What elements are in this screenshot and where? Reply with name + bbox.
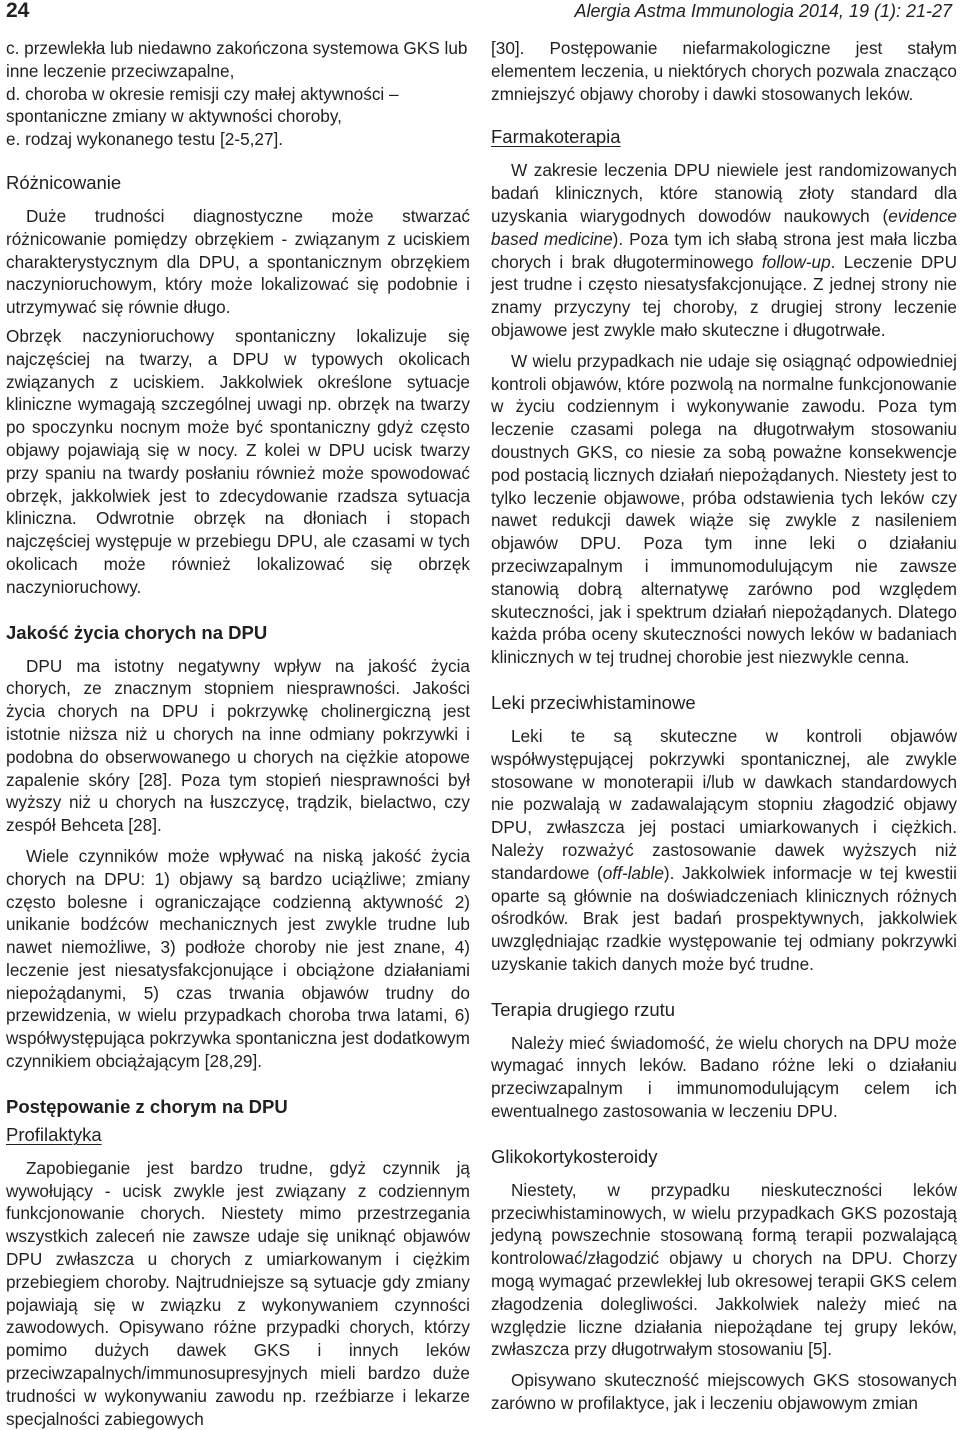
list-item: c. przewlekła lub niedawno zakończona systemowa GKS lub inne leczenie przeciwzapalne, bbox=[6, 38, 468, 81]
subsection-heading-profilaktyka: Profilaktyka bbox=[6, 1123, 102, 1145]
paragraph: [30]. Postępowanie niefarmakologiczne jest stałym elementem leczenia, u niektórych chorych pozwala znacząco zmniejszyć objawy choroby i dawki stosowanych leków. bbox=[491, 38, 957, 104]
journal-citation: Alergia Astma Immunologia 2014, 19 (1): 21-27 bbox=[574, 1, 952, 21]
list-item: d. choroba w okresie remisji czy małej aktywności – spontaniczne zmiany w aktywności choroby, bbox=[6, 83, 399, 127]
paragraph: Zapobieganie jest bardzo trudne, gdyż czynnik ją wywołujący - ucisk zwykle jest związany z codziennym funkcjonowanie chorych. Niestety mimo przestrzegania wszystkich zaleceń nie zawsze udaje się uniknąć objawów DPU zwłaszcza u chorych z umiarkowanym i ciężkim przebiegiem choroby. Najtrudniejsze są sytuacje gdy zmiany pojawiają się w związku z wykonywaniem czynności zawodowych. Opisywano różne przypadki chorych, którzy pomimo dużych dawek GKS i innych leków przeciwzapalnych/immunosupresyjnych mieli bardzo duże trudności w wykonywaniu zawodu np. rzeźbiarze i lekarze specjalności zabiegowych bbox=[6, 1157, 470, 1429]
section-heading-farmakoterapia: Farmakoterapia bbox=[491, 126, 621, 148]
paragraph: DPU ma istotny negatywny wpływ na jakość życia chorych, ze znacznym stopniem niesprawności. Jakości życia chorych na DPU i pokrzywkę cholinergiczną jest istotnie niższa niż u chorych na inne odmiany pokrzywki i podobna do obserwowanego u chorych na ciężkie atopowe zapalenie skóry [28]. Poza tym stopień niesprawności był wyższy niż u chorych na łuszczycę, trądzik, bielactwo, czy zespół Behceta [28]. bbox=[6, 655, 470, 836]
page-header bbox=[6, 0, 952, 30]
section-heading-roznicowanie: Różnicowanie bbox=[6, 171, 122, 193]
section-heading-jakosc: Jakość życia chorych na DPU bbox=[6, 621, 268, 643]
paragraph: Leki te są skuteczne w kontroli objawów współwystępującej pokrzywki spontanicznej, ale zwykle stosowane w monoterapii i/lub w dawkach standardowych nie pozwalają w zadawalającym stopniu złagodzić objawy DPU, zwłaszcza jej postaci umiarkowanych i ciężkich. Należy rozważyć zastosowanie dawek wyższych niż standardowe (off-lable). Jakkolwiek informacje w tej kwestii oparte są głównie na doświadczeniach klinicznych różnych ośrodków. Brak jest badań prospektywnych, jakkolwiek uwzględniając rzadkie występowanie tej odmiany pokrzywki uzyskanie takich danych może być trudne. bbox=[491, 725, 957, 974]
section-heading-terapia: Terapia drugiego rzutu bbox=[491, 998, 676, 1020]
right-column bbox=[491, 37, 957, 1415]
page-number: 24 bbox=[6, 0, 30, 22]
paragraph: Niestety, w przypadku nieskuteczności leków przeciwhistaminowych, w wielu przypadkach GKS pozostają jedyną powszechnie stosowaną formą terapii pozwalającą kontrolować/złagodzić objawy u chorych na DPU. Chorzy mogą wymagać przewlekłej lub okresowej terapii GKS celem złagodzenia dolegliwości. Jakkolwiek należy mieć na względzie liczne działania niepożądane tej grupy leków, zwłaszcza przy długotrwałym stosowaniu [5]. bbox=[491, 1179, 957, 1360]
paragraph: Obrzęk naczynioruchowy spontaniczny lokalizuje się najczęściej na twarzy, a DPU w typowych okolicach związanych z uciskiem. Jakkolwiek określone sytuacje kliniczne wymagają szczególnej uwagi np. obrzęk na twarzy po spoczynku nocnym może być spontaniczny gdyż często objawy pojawiają się w nocy. Z kolei w DPU ucisk twarzy przy spaniu na twardy posłaniu również może spowodować obrzęk, jakkolwiek jest to zdecydowanie rzadsza sytuacja kliniczna. Odwrotnie obrzęk na dłoniach i stopach najczęściej występuje w przebiegu DPU, ale czasami w tych okolicach może również lokalizować się obrzęk naczynioruchowy. bbox=[6, 325, 470, 597]
left-column bbox=[6, 37, 470, 1430]
section-heading-postepowanie: Postępowanie z chorym na DPU bbox=[6, 1095, 288, 1117]
section-heading-glikokortykosteroidy: Glikokortykosteroidy bbox=[491, 1145, 658, 1167]
paragraph: Opisywano skuteczność miejscowych GKS stosowanych zarówno w profilaktyce, jak i leczeniu objawowym zmian bbox=[491, 1370, 957, 1414]
list-item: e. rodzaj wykonanego testu [2-5,27]. bbox=[6, 129, 284, 150]
paragraph: Wiele czynników może wpływać na niską jakość życia chorych na DPU: 1) objawy są bardzo uciążliwe; zmiany często bolesne i ograniczające codzienną aktywność 2) unikanie bodźców mechanicznych jest zwykle trudne lub nawet niemożliwe, 3) podłoże choroby nie jest znane, 4) leczenie jest niesatysfakcjonujące i obciążone działaniami niepożądanymi, 5) czas trwania objawów trudny do przewidzenia, w wielu przypadkach choroba trwa latami, 6) współwystępująca pokrzywka spontaniczna jest dodatkowym czynnikiem obciążającym [28,29]. bbox=[6, 845, 470, 1072]
paragraph: Duże trudności diagnostyczne może stwarzać różnicowanie pomiędzy obrzękiem - związanym z uciskiem charakterystycznym dla DPU, a spontanicznym obrzękiem naczynioruchowym, który może lokalizować się podobnie i utrzymywać się równie długo. bbox=[6, 205, 470, 318]
paragraph: Należy mieć świadomość, że wielu chorych na DPU może wymagać innych leków. Badano różne leki o działaniu przeciwzapalnym i immunomodulującym celem ich ewentualnego zastosowania w leczeniu DPU. bbox=[491, 1032, 957, 1122]
criteria-list bbox=[6, 37, 470, 151]
paragraph: W zakresie leczenia DPU niewiele jest randomizowanych badań klinicznych, które stanowią złoty standard dla uzyskania wiarygodnych dowodów naukowych (evidence based medicine). Poza tym ich słabą strona jest mała liczba chorych i brak długoterminowego follow-up. Leczenie DPU jest trudne i często niesatysfakcjonujące. Z jednej strony nie znamy przyczyny tej choroby, z drugiej strony leczenie objawowe jest zwykle mało skuteczne i długotrwałe. bbox=[491, 160, 957, 340]
paragraph: W wielu przypadkach nie udaje się osiągnąć odpowiedniej kontroli objawów, które pozwolą na normalne funkcjonowanie w życiu codziennym i wykonywanie zawodu. Poza tym leczenie czasami polega na długotrwałym stosowaniu doustnych GKS, co niesie za sobą poważne konsekwencje pod postacią licznych działań niepożądanych. Niestety jest to tylko leczenie objawowe, próba odstawienia tych leków czy nawet redukcji dawek wiąże się zwykle z nasileniem objawów DPU. Poza tym inne leki o działaniu przeciwzapalnym i immunomodulującym nie zawsze stanowią dobrą alternatywę zarówno pod względem skuteczności, jak i spektrum działań niepożądanych. Dlatego każda próba oceny skuteczności nowych leków w badaniach klinicznych w tej trudnej chorobie jest niezwykle cenna. bbox=[491, 350, 957, 668]
section-heading-leki: Leki przeciwhistaminowe bbox=[491, 691, 696, 713]
